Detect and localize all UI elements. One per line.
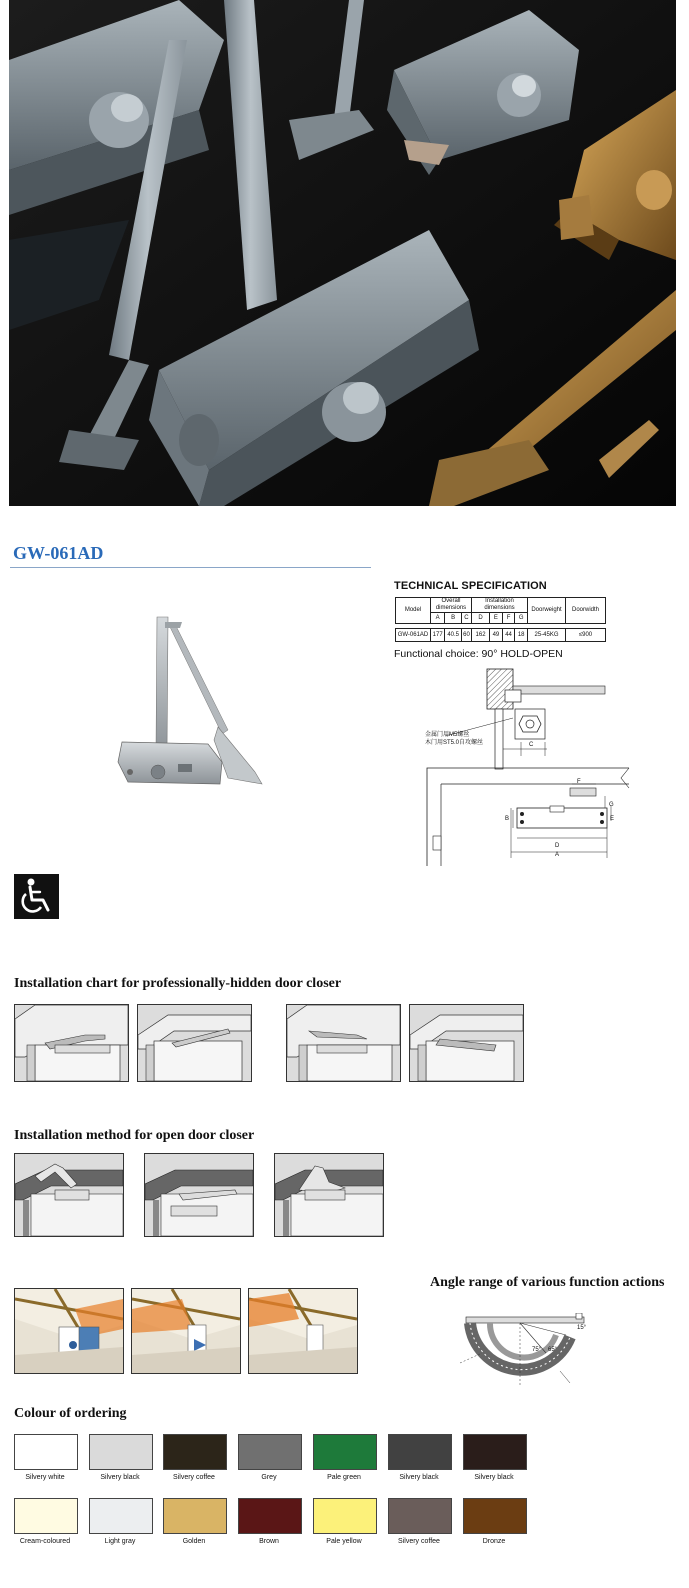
hidden-install-panel-1 (14, 1004, 129, 1082)
dim-label-g: G (609, 802, 614, 808)
angle-range-diagram (460, 1313, 590, 1393)
colour-swatch-label: Golden (182, 1538, 206, 1545)
colour-swatch (238, 1434, 302, 1470)
functional-choice: Functional choice: 90° HOLD-OPEN (394, 648, 563, 660)
spec-heading: TECHNICAL SPECIFICATION (394, 580, 547, 592)
angle-label-15: 15° (577, 1325, 587, 1331)
colour-swatch (89, 1498, 153, 1534)
colour-swatch (313, 1434, 377, 1470)
spec-letter: G (515, 613, 528, 624)
hidden-install-panel-2 (137, 1004, 252, 1082)
spec-col-overall: Overall dimensions (431, 598, 472, 613)
colour-swatch (463, 1434, 527, 1470)
colour-swatch-label: Silvery coffee (398, 1538, 440, 1545)
colour-swatch-label: Brown (259, 1538, 279, 1545)
hidden-install-panel-4 (409, 1004, 524, 1082)
colour-swatch-label: Pale green (327, 1474, 361, 1481)
colour-swatch-label: Silvery black (399, 1474, 439, 1481)
colour-swatch-label: Silvery black (100, 1474, 140, 1481)
colour-swatch (14, 1498, 78, 1534)
colour-swatch (89, 1434, 153, 1470)
angle-label-65: 65° (548, 1347, 558, 1353)
hidden-install-panel-3 (286, 1004, 401, 1082)
dimension-diagram (425, 766, 635, 866)
model-title: GW-061AD (13, 543, 104, 563)
section-heading-colour: Colour of ordering (14, 1406, 127, 1421)
spec-cell: 44 (502, 629, 515, 642)
fire-door-scene-3 (248, 1288, 358, 1374)
installation-section-diagram (425, 666, 610, 771)
hero-product-photo (9, 0, 676, 506)
open-install-panel-3 (274, 1153, 384, 1237)
dim-label-b: B (505, 816, 510, 822)
spec-col-model: Model (396, 598, 431, 624)
colour-swatch (313, 1498, 377, 1534)
dim-label-e: E (610, 816, 615, 822)
spec-letter: E (490, 613, 503, 624)
colour-swatch-label: Grey (261, 1474, 277, 1481)
spec-cell: 40.5 (445, 629, 462, 642)
dim-label-d: D (555, 843, 560, 849)
spec-cell: 18 (515, 629, 528, 642)
section-heading-angle: Angle range of various function actions (430, 1275, 665, 1290)
spec-col-install: Installation dimensions (472, 598, 528, 613)
spec-cell: 177 (431, 629, 445, 642)
colour-swatch (388, 1434, 452, 1470)
colour-swatch-label: Silvery coffee (173, 1474, 215, 1481)
fire-door-scene-1 (14, 1288, 124, 1374)
colour-swatch (163, 1498, 227, 1534)
section-heading-open: Installation method for open door closer (14, 1128, 255, 1143)
wood-door-note: 木门用ST5.0自攻螺丝 (425, 740, 484, 746)
spec-col-doorweight: Doorweight (528, 598, 566, 624)
spec-letter: C (461, 613, 471, 624)
colour-swatch-label: Silvery black (474, 1474, 514, 1481)
title-divider (10, 567, 371, 568)
dim-label-f: F (577, 779, 581, 785)
spec-cell: ≤900 (566, 629, 606, 642)
colour-swatch-label: Silvery white (25, 1474, 65, 1481)
colour-swatch-label: Dronze (482, 1538, 506, 1545)
open-install-panel-2 (144, 1153, 254, 1237)
spec-letter: B (445, 613, 462, 624)
colour-swatch-label: Light gray (104, 1538, 136, 1545)
colour-swatch (14, 1434, 78, 1470)
spec-letter: F (502, 613, 515, 624)
spec-letter: D (472, 613, 490, 624)
wheelchair-accessible-icon (14, 874, 59, 919)
fire-door-scene-2 (131, 1288, 241, 1374)
colour-swatch-label: Cream-coloured (19, 1538, 71, 1545)
angle-label-75: 75° (532, 1347, 542, 1353)
spec-table (395, 597, 606, 642)
section-heading-hidden: Installation chart for professionally-hidden door closer (14, 976, 342, 991)
colour-swatch-label: Pale yellow (326, 1538, 362, 1545)
dim-label-c: C (529, 742, 534, 748)
spec-cell: 49 (490, 629, 503, 642)
spec-col-doorwidth: Doorwidth (566, 598, 606, 624)
spec-cell: GW-061AD (396, 629, 431, 642)
spec-cell: 60 (461, 629, 471, 642)
metal-door-note: 金属门用M5螺丝 (425, 732, 470, 738)
colour-swatch (388, 1498, 452, 1534)
dim-label-a: A (555, 852, 560, 858)
door-closer-product-image (110, 612, 270, 797)
colour-swatch (238, 1498, 302, 1534)
open-install-panel-1 (14, 1153, 124, 1237)
colour-swatch (463, 1498, 527, 1534)
spec-letter: A (431, 613, 445, 624)
colour-swatch (163, 1434, 227, 1470)
spec-cell: 162 (472, 629, 490, 642)
spec-cell: 25-45KG (528, 629, 566, 642)
